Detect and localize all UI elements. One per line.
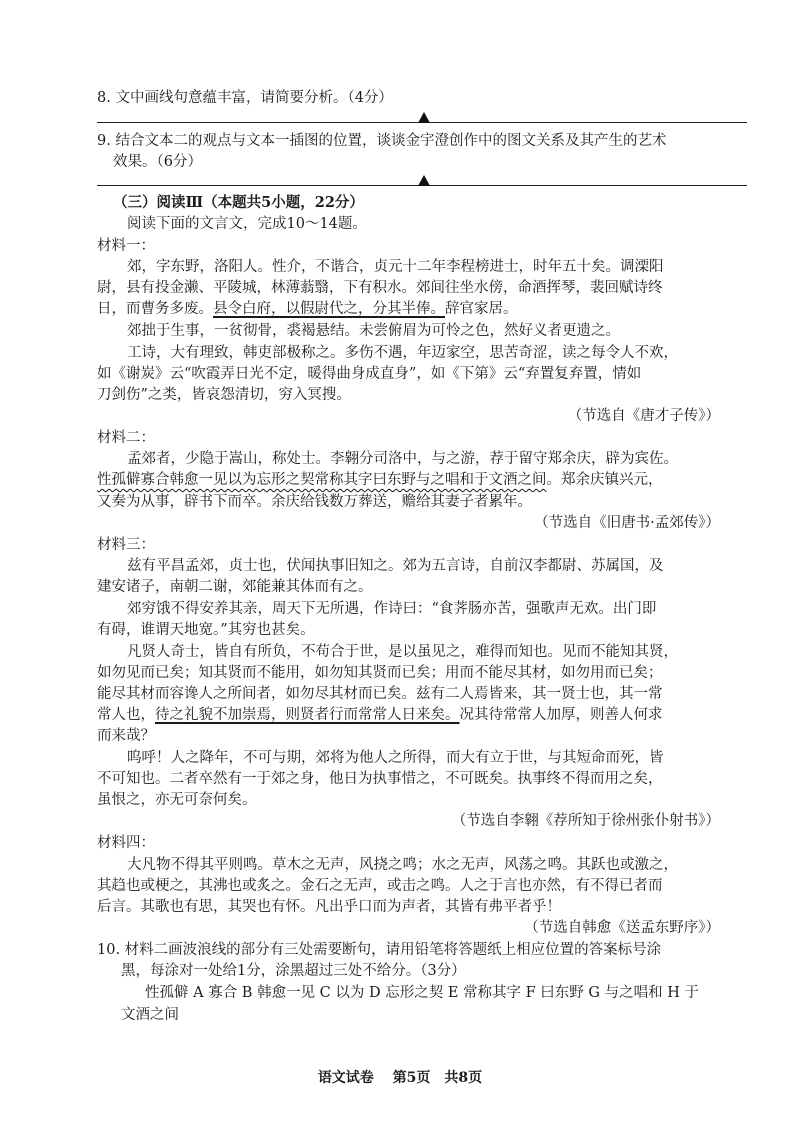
section-title: （三）阅读Ⅲ（本题共5小题，22分） [113,194,364,211]
question-10-options: 性孤僻 A 寡合 B 韩愈一见 C 以为 D 忘形之契 E 常称其字 F 曰东野 G 与之唱和 H 于 [145,985,699,1001]
material-2-line: 又奏为从事，辟书下而卒。余庆给钱数万葬送，赡给其妻子者累年。 [97,494,532,510]
material-2-line: 性孤僻寡合韩愈一见以为忘形之契常称其字曰东野与之唱和于文酒之间。郑余庆镇兴元， [97,472,663,488]
material-3-line: 常人也，待之礼貌不加崇焉，则贤者行而常常人日来矣。况其待常常人加厚，则善人何求 [97,707,663,723]
material-3-line: 不可知也。二者卒然有一于郊之身，他日为执事惜之，不可既矣。执事终不得而用之矣， [97,771,663,787]
material-1-line: 如《谢炭》云“吹霞弄日光不定，暖得曲身成直身”，如《下第》云“弃置复弃置，情如 [97,366,642,382]
question-10-line1: 10. 材料二画波浪线的部分有三处需要断句，请用铅笔将答题纸上相应位置的答案标号涂 [97,942,662,958]
material-3-line: 建安诸子，南朝二谢，郊能兼其体而有之。 [97,579,373,595]
material-3-label: 材料三： [97,537,155,553]
material-1-source: （节选自《唐才子传》） [567,408,720,424]
question-10-options-cont: 文酒之间 [121,1007,179,1023]
question-8: 8. 文中画线句意蕴丰富，请简要分析。（4分） [97,90,393,106]
triangle-marker-icon [418,175,430,186]
material-3-line: 凡贤人奇士，皆自有所负，不苟合于世，是以虽见之，难得而知也。见而不能知其贤， [127,644,678,660]
underlined-sentence: 待之礼貌不加崇焉，则贤者行而常常人日来矣。 [155,707,460,723]
material-2-line: 孟郊者，少隐于嵩山，称处士。李翱分司洛中，与之游，荐于留守郑余庆，辟为宾佐。 [127,451,678,467]
material-3-line: 有碍，谁谓天地宽。”其穷也甚矣。 [97,622,315,638]
triangle-marker-icon [418,112,430,123]
page-footer: 语文试卷 第5页 共8页 [317,1070,483,1086]
material-1-line: 刀剑伤”之类，皆哀怨清切，穷入冥搜。 [97,387,351,403]
material-2-source: （节选自《旧唐书·孟郊传》） [534,515,720,531]
material-2-label: 材料二： [97,430,155,446]
question-9-line2: 效果。（6分） [113,154,202,170]
material-3-source: （节选自李翱《荐所知于徐州张仆射书》） [451,813,720,829]
material-3-line: 如勿见而已矣；知其贤而不能用，如勿知其贤而已矣；用而不能尽其材，如勿用而已矣； [97,665,663,681]
material-3-line: 能尽其材而容谗人之所间者，如勿尽其材而已矣。兹有二人焉皆来，其一贤士也，其一常 [97,686,663,702]
material-3-line: 郊穷饿不得安养其亲，周天下无所遇，作诗曰：“食荠肠亦苦，强歌声无欢。出门即 [127,601,657,617]
material-4-line: 其趋也或梗之，其沸也或炙之。金石之无声，或击之鸣。人之于言也亦然，有不得已者而 [97,878,663,894]
material-1-label: 材料一： [97,238,155,254]
material-3-line: 而来哉？ [97,728,155,744]
instruction: 阅读下面的文言文，完成10～14题。 [127,216,367,232]
material-1-line: 日，而曹务多废。县令白府，以假尉代之，分其半俸。辞官家居。 [97,301,518,317]
material-3-line: 兹有平昌孟郊，贞士也，伏闻执事旧知之。郊为五言诗，自前汉李都尉、苏属国，及 [127,558,664,574]
material-1-line: 郊拙于生事，一贫彻骨，裘褐悬结。未尝俯眉为可怜之色，然好义者更遗之。 [127,323,620,339]
material-4-label: 材料四： [97,835,155,851]
material-3-line: 虽恨之，亦无可奈何矣。 [97,792,257,808]
material-3-line: 呜呼！人之降年，不可与期，郊将为他人之所得，而大有立于世，与其短命而死，皆 [127,750,664,766]
wavy-underlined-passage: 性孤僻寡合韩愈一见以为忘形之契常称其字曰东野与之唱和于文酒之间 [97,472,547,488]
material-4-line: 后言。其歌也有思，其哭也有怀。凡出乎口而为声者，其皆有弗平者乎！ [97,899,561,915]
question-9-line1: 9. 结合文本二的观点与文本一插图的位置，谈谈金宇澄创作中的图文关系及其产生的艺术 [97,133,667,149]
material-1-line: 工诗，大有理致，韩吏部极称之。多伤不遇，年迈家空，思苦奇涩，读之每令人不欢， [127,345,678,361]
material-4-source: （节选自韩愈《送孟东野序》） [524,920,720,936]
question-10-line2: 黑，每涂对一处给1分，涂黑超过三处不给分。（3分） [121,963,466,979]
underlined-sentence: 县令白府，以假尉代之，分其半俸。 [213,301,445,317]
material-1-line: 郊，字东野，洛阳人。性介，不谐合，贞元十二年李程榜进士，时年五十矣。调溧阳 [127,259,664,275]
material-4-line: 大凡物不得其平则鸣。草木之无声，风挠之鸣；水之无声，风荡之鸣。其跃也或激之， [127,857,678,873]
material-1-line: 尉，县有投金濑、平陵城，林薄蓊翳，下有积水。郊间往坐水傍，命酒挥琴，裴回赋诗终 [97,280,663,296]
